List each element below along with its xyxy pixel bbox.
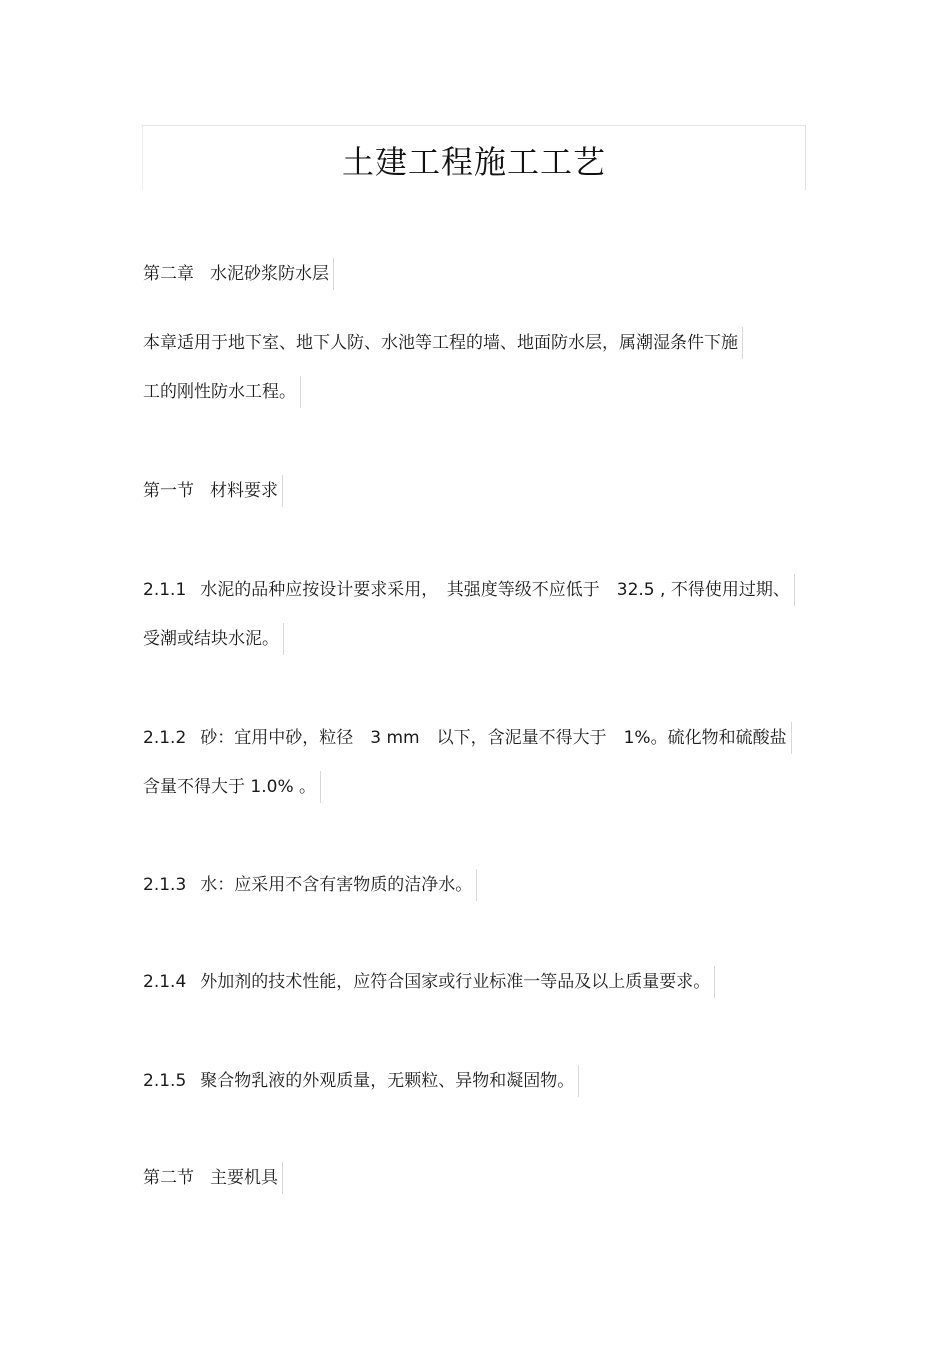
section-1-name: 材料要求 (210, 481, 278, 501)
item-2-1-2-line-2: 含量不得大于 1.0% 。 (143, 771, 321, 803)
document-title: 土建工程施工工艺 (341, 143, 606, 181)
item-text: 外加剂的技术性能，应符合国家或行业标准一等品及以上质量要求。 (200, 972, 711, 992)
item-text: 聚合物乳液的外观质量，无颗粒、异物和凝固物。 (200, 1071, 575, 1091)
item-text: 水：应采用不含有害物质的洁净水。 (200, 875, 473, 895)
item-text: 砂：宜用中砂，粒径 3 mm 以下，含泥量不得大于 1%。硫化物和硫酸盐 (200, 728, 787, 748)
item-number: 2.1.2 (143, 728, 187, 748)
section-1-label: 第一节 (143, 481, 194, 501)
chapter-name: 水泥砂浆防水层 (210, 264, 329, 284)
item-text: 水泥的品种应按设计要求采用， 其强度等级不应低于 32.5 , 不得使用过期、 (200, 580, 790, 600)
chapter-label: 第二章 (143, 264, 194, 284)
section-heading-1 (143, 475, 283, 507)
item-2-1-1-line-2: 受潮或结块水泥。 (143, 623, 284, 655)
item-number: 2.1.1 (143, 580, 187, 600)
item-number: 2.1.3 (143, 875, 187, 895)
section-heading-2 (143, 1162, 283, 1194)
item-number: 2.1.4 (143, 972, 187, 992)
section-2-label: 第二节 (143, 1168, 194, 1188)
title-box (142, 125, 806, 190)
item-number: 2.1.5 (143, 1071, 187, 1091)
chapter-heading (143, 258, 334, 290)
item-2-1-2-line-1 (143, 722, 792, 754)
item-2-1-3 (143, 869, 477, 901)
item-2-1-4 (143, 966, 715, 998)
intro-line-1: 本章适用于地下室、地下人防、水池等工程的墙、地面防水层，属潮湿条件下施 (143, 327, 743, 359)
intro-line-2: 工的刚性防水工程。 (143, 376, 301, 408)
item-2-1-1-line-1 (143, 574, 795, 606)
section-2-name: 主要机具 (210, 1168, 278, 1188)
item-2-1-5 (143, 1065, 579, 1097)
